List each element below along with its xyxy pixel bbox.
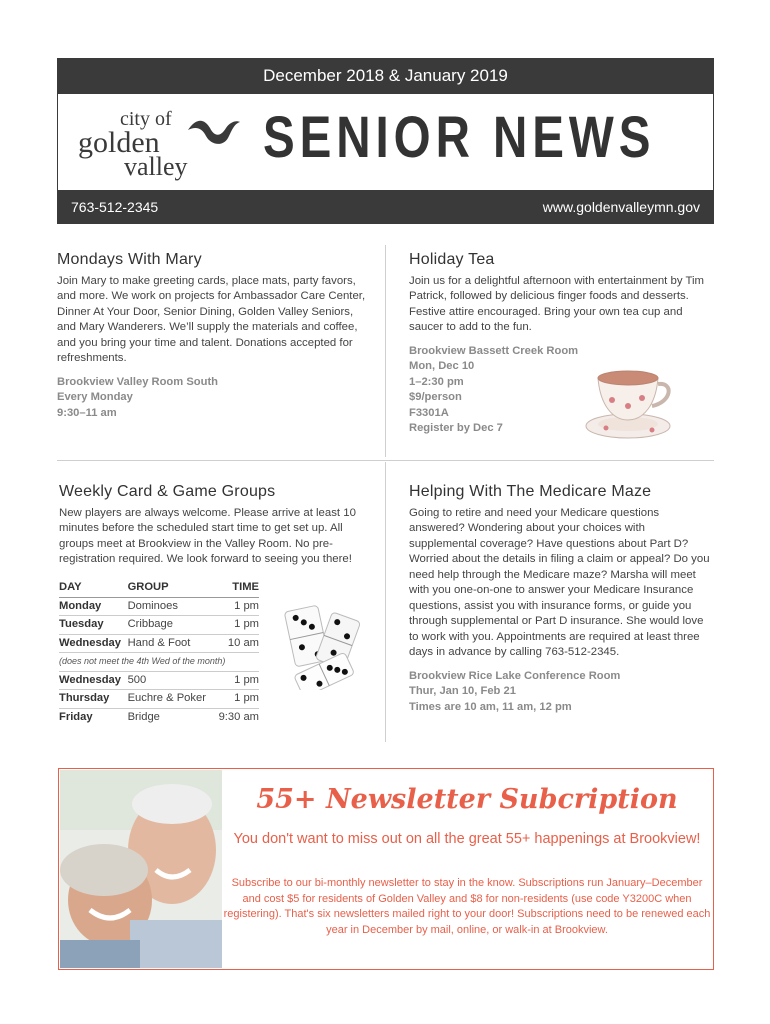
tea-body: Join us for a delightful afternoon with entertainment by Tim Patrick, followed by delicious finger foods and desserts. Festive attire encouraged. Bring your own tea cup and saucer to add to the fun. bbox=[409, 274, 705, 333]
vertical-divider-top bbox=[385, 245, 386, 457]
cards-title: Weekly Card & Game Groups bbox=[59, 483, 276, 500]
medicare-title: Helping With The Medicare Maze bbox=[409, 483, 652, 500]
logo-line2: golden bbox=[78, 126, 160, 159]
tea-price: $9/person bbox=[409, 391, 462, 403]
tea-time: 1–2:30 pm bbox=[409, 375, 464, 388]
col-group: GROUP bbox=[128, 580, 215, 598]
schedule-table bbox=[59, 580, 259, 727]
seniors-photo bbox=[60, 770, 222, 968]
mondays-time: 9:30–11 am bbox=[57, 406, 117, 419]
medicare-details bbox=[409, 669, 711, 716]
vertical-divider-bottom bbox=[385, 462, 386, 742]
cards-body: New players are always welcome. Please arrive at least 10 minutes before the scheduled start time to get set up. All groups meet at Brookview in the Valley Room. No pre-registration required. We look forward to seeing you there! bbox=[59, 506, 356, 565]
row-time: 9:30 am bbox=[218, 710, 259, 723]
row-group: Hand & Foot bbox=[128, 634, 215, 653]
tea-date: Mon, Dec 10 bbox=[409, 360, 475, 372]
subscription-headline: You don't want to miss out on all the great 55+ happenings at Brookview! bbox=[233, 831, 701, 847]
row-group: 500 bbox=[128, 671, 215, 690]
row-time: 1 pm bbox=[214, 616, 259, 635]
mondays-location: Brookview Valley Room South bbox=[57, 375, 219, 388]
row-time: 1 pm bbox=[214, 597, 259, 616]
swoosh-logo-icon bbox=[186, 110, 242, 150]
tea-register: Register by Dec 7 bbox=[409, 422, 503, 434]
masthead bbox=[57, 94, 714, 190]
mondays-frequency: Every Monday bbox=[57, 391, 133, 403]
logo-line1: city of bbox=[120, 108, 172, 130]
row-group: Cribbage bbox=[128, 616, 215, 635]
table-row bbox=[59, 708, 259, 726]
horizontal-divider bbox=[57, 460, 714, 461]
tea-location: Brookview Bassett Creek Room bbox=[409, 344, 579, 357]
row-time: 1 pm bbox=[214, 690, 259, 709]
schedule-note: (does not meet the 4th Wed of the month) bbox=[59, 653, 259, 672]
table-row bbox=[59, 671, 259, 690]
row-time: 1 pm bbox=[214, 671, 259, 690]
newsletter-title: SENIOR NEWS bbox=[263, 105, 656, 170]
medicare-location: Brookview Rice Lake Conference Room bbox=[409, 669, 621, 682]
teacup-icon bbox=[582, 360, 676, 442]
row-group: Dominoes bbox=[128, 597, 215, 616]
col-time: TIME bbox=[214, 580, 259, 598]
col-day: DAY bbox=[59, 580, 128, 598]
mondays-section bbox=[57, 252, 369, 421]
mondays-details bbox=[57, 375, 369, 422]
logo-line3: valley bbox=[124, 152, 188, 181]
website-link[interactable]: www.goldenvalleymn.gov bbox=[542, 199, 700, 215]
phone-number: 763-512-2345 bbox=[71, 199, 159, 215]
row-day: Thursday bbox=[59, 690, 128, 709]
table-row bbox=[59, 690, 259, 709]
row-group: Euchre & Poker bbox=[128, 690, 215, 709]
table-row bbox=[59, 634, 259, 653]
dominoes-icon bbox=[276, 598, 372, 690]
row-day: Monday bbox=[59, 597, 128, 616]
medicare-body: Going to retire and need your Medicare questions answered? Wondering about your choices with supplemental coverage? Have questions about Part D? Worried about the details in filing a claim or appeal? Do you need help through the Medicare maze? Marsha will meet with you one-on-one to answer your Medicare Insurance questions, assist you with insurance forms, or guide you through supplemental or Part D insurance. She would love to work with you. Appointments are required at least three days in advance by calling 763-512-2345. bbox=[409, 506, 710, 658]
medicare-dates: Thur, Jan 10, Feb 21 bbox=[409, 685, 516, 697]
row-group: Bridge bbox=[127, 710, 160, 723]
tea-code: F3301A bbox=[409, 406, 449, 419]
table-row bbox=[59, 616, 259, 635]
tea-title: Holiday Tea bbox=[409, 251, 495, 268]
medicare-section bbox=[409, 484, 711, 715]
row-day: Wednesday bbox=[59, 671, 128, 690]
contact-bar bbox=[57, 190, 714, 224]
subscription-title: 55+ Newsletter Subcription bbox=[256, 784, 678, 815]
mondays-body: Join Mary to make greeting cards, place mats, party favors, and more. We work on projects for Ambassador Care Center, Dinner At Your Door, Senior Dining, Golden Valley Seniors, and Mary Wanderers. We’ll supply the materials and coffee, and you bring your time and talent. Donations accepted for refreshments. bbox=[57, 274, 366, 364]
row-time: 10 am bbox=[214, 634, 259, 653]
row-day: Tuesday bbox=[59, 616, 128, 635]
medicare-times: Times are 10 am, 11 am, 12 pm bbox=[409, 700, 572, 713]
city-logo bbox=[78, 100, 238, 184]
row-day: Friday bbox=[59, 710, 93, 723]
subscription-body: Subscribe to our bi-monthly newsletter to stay in the know. Subscriptions run January–December and cost $5 for residents of Golden Valley and $8 for non-residents (use code Y3200C when registering). That's six newsletters mailed right to your door! Subscriptions need to be renewed each year in December by mail, online, or walk-in at Brookview. bbox=[223, 877, 711, 936]
table-row bbox=[59, 597, 259, 616]
row-day: Wednesday bbox=[59, 634, 128, 653]
mondays-title: Mondays With Mary bbox=[57, 251, 202, 268]
date-banner: December 2018 & January 2019 bbox=[57, 58, 714, 94]
